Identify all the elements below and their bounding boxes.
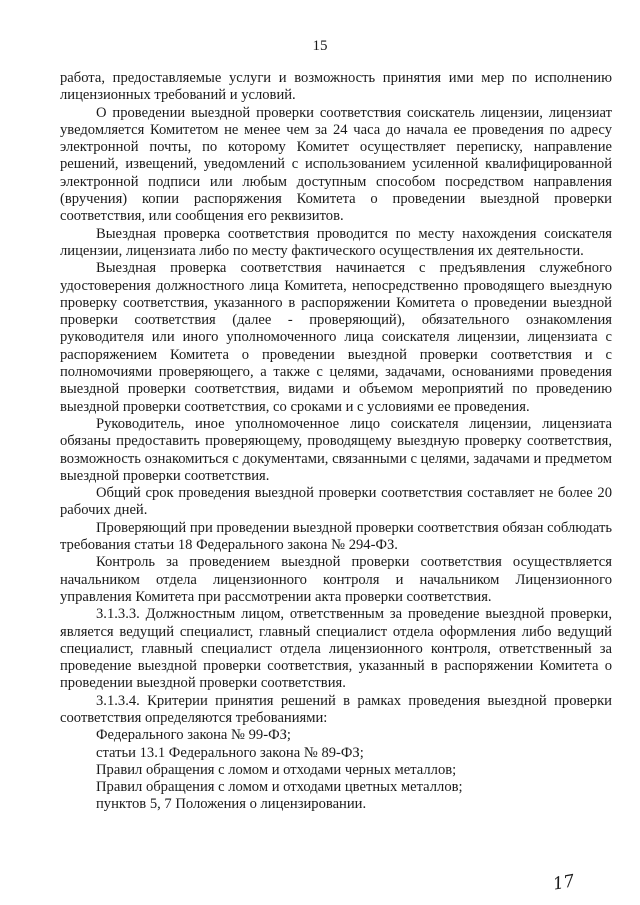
paragraph: Выездная проверка соответствия проводится по месту нахождения соискателя лицензии, лицензиата либо по месту фактического осуществления их деятельности. [60, 225, 612, 259]
paragraph: работа, предоставляемые услуги и возможность принятия ими мер по исполнению лицензионных требований и условий. [60, 70, 612, 104]
handwritten-page-mark: 17 [551, 871, 577, 895]
paragraph: 3.1.3.3. Должностным лицом, ответственным за проведение выездной проверки, является ведущий специалист, главный специалист отдела оформления либо ведущий специалист, главный специалист отдела лицензионного контроля, ответственный за проведение выездной проверки соответствия, указанный в распоряжении Комитета о проведении выездной проверки соответствия. [60, 606, 612, 692]
paragraph: Общий срок проведения выездной проверки соответствия составляет не более 20 рабочих дней. [60, 485, 612, 519]
page-number: 15 [312, 38, 328, 54]
list-item: Федерального закона № 99-ФЗ; [96, 727, 291, 744]
paragraph: О проведении выездной проверки соответствия соискатель лицензии, лицензиат уведомляется Комитетом не менее чем за 24 часа до начала ее проведения по адресу электронной почты, по которому Комитет осуществляет переписку, направление решений, извещений, уведомлений с использованием усиленной квалифицированной электронной подписи или любым доступным способом посредством направления (вручения) копии распоряжения Комитета о проведении выездной проверки соответствия, или сообщения его реквизитов. [60, 104, 612, 225]
paragraph: Руководитель, иное уполномоченное лицо соискателя лицензии, лицензиата обязаны предоставить проверяющему, проводящему выездную проверку соответствия, возможность ознакомиться с документами, связанными с целями, задачами и предметом выездной проверки соответствия. [60, 415, 612, 484]
list-item: статьи 13.1 Федерального закона № 89-ФЗ; [96, 744, 364, 761]
document-body [60, 70, 612, 814]
paragraph: Контроль за проведением выездной проверки соответствия осуществляется начальником отдела лицензионного контроля и начальником Лицензионного управления Комитета при рассмотрении акта проверки соответствия. [60, 554, 612, 605]
paragraph: 3.1.3.4. Критерии принятия решений в рамках проведения выездной проверки соответствия определяются требованиями: [60, 692, 612, 726]
list-item: пунктов 5, 7 Положения о лицензировании. [96, 796, 367, 813]
list-item: Правил обращения с ломом и отходами черных металлов; [96, 761, 457, 778]
paragraph: Проверяющий при проведении выездной проверки соответствия обязан соблюдать требования статьи 18 Федерального закона № 294-ФЗ. [60, 519, 612, 554]
list-item: Правил обращения с ломом и отходами цветных металлов; [96, 779, 463, 796]
paragraph: Выездная проверка соответствия начинается с предъявления служебного удостоверения должностного лица Комитета, непосредственно проводящего выездную проверку соответствия, указанного в распоряжении Комитета о проведении выездной проверки соответствия (далее - проверяющий), обязательного ознакомления руководителя или иного уполномоченного лица соискателя лицензии, лицензиата с распоряжением Комитета о проведении выездной проверки соответствия и с полномочиями проверяющего, а также с целями, задачами, основаниями проведения выездной проверки соответствия, видами и объемом мероприятий по проведению выездной проверки соответствия, со сроками и с условиями ее проведения. [60, 260, 612, 415]
